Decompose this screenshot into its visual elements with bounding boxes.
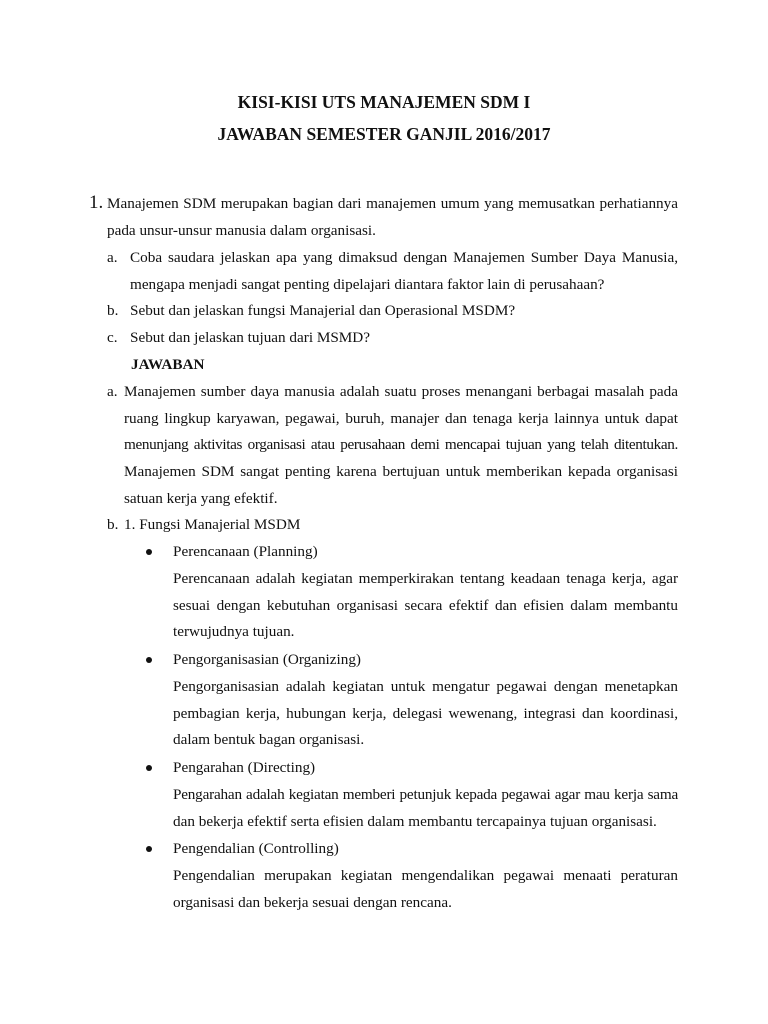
answer-text-line: Manajemen SDM sangat penting karena bertujuan untuk memberikan kepada organisasi — [124, 463, 678, 480]
function-description-line: pembagian kerja, hubungan kerja, delegasi wewenang, integrasi dan koordinasi, — [173, 705, 678, 722]
bullet-icon — [146, 657, 152, 663]
subquestion-text-line: Coba saudara jelaskan apa yang dimaksud dengan Manajemen Sumber Daya Manusia, — [130, 249, 678, 266]
subquestion-marker: a. — [107, 249, 118, 266]
answer-text-line: Manajemen sumber daya manusia adalah suatu proses menangani berbagai masalah pada — [124, 383, 678, 400]
function-description-line: Pengendalian merupakan kegiatan mengendalikan pegawai menaati peraturan — [173, 867, 678, 884]
answer-marker: a. — [107, 383, 118, 400]
subquestion-text-line: Sebut dan jelaskan fungsi Manajerial dan Operasional MSDM? — [130, 302, 516, 319]
subquestion-text-line: Sebut dan jelaskan tujuan dari MSMD? — [130, 329, 371, 346]
answer-text-line: menunjang aktivitas organisasi atau perusahaan demi mencapai tujuan yang telah ditentukan. — [124, 436, 678, 453]
answer-text-line: ruang lingkup karyawan, pegawai, buruh, manajer dan tenaga kerja lainnya untuk dapat — [124, 410, 678, 427]
question-text-line: Manajemen SDM merupakan bagian dari manajemen umum yang memusatkan perhatiannya — [107, 195, 678, 212]
function-title: Pengarahan (Directing) — [173, 759, 316, 776]
function-description-line: Pengorganisasian adalah kegiatan untuk mengatur pegawai dengan menetapkan — [173, 678, 678, 695]
answer-heading: JAWABAN — [131, 356, 205, 373]
function-description-line: Perencanaan adalah kegiatan memperkirakan tentang keadaan tenaga kerja, agar — [173, 570, 678, 587]
function-description-line: Pengarahan adalah kegiatan memberi petunjuk kepada pegawai agar mau kerja sama — [173, 786, 678, 803]
subquestion-marker: b. — [107, 302, 119, 319]
function-description-line: sesuai dengan kebutuhan organisasi secara efektif dan efisien dalam membantu — [173, 597, 678, 614]
function-description-line: dalam bentuk bagan organisasi. — [173, 731, 365, 748]
question-text-line: pada unsur-unsur manusia dalam organisasi. — [107, 222, 376, 239]
function-description-line: terwujudnya tujuan. — [173, 623, 295, 640]
answer-text-line: satuan kerja yang efektif. — [124, 490, 278, 507]
bullet-icon — [146, 549, 152, 555]
function-title: Pengendalian (Controlling) — [173, 840, 339, 857]
subquestion-text-line: mengapa menjadi sangat penting dipelajari diantara faktor lain di perusahaan? — [130, 276, 605, 293]
answer-subheading: 1. Fungsi Manajerial MSDM — [124, 516, 301, 533]
document-title: KISI-KISI UTS MANAJEMEN SDM I — [237, 92, 531, 112]
bullet-icon — [146, 765, 152, 771]
function-title: Perencanaan (Planning) — [173, 543, 318, 560]
function-description-line: dan bekerja efektif serta efisien dalam membantu tercapainya tujuan organisasi. — [173, 813, 657, 830]
question-number: 1. — [89, 192, 104, 213]
function-title: Pengorganisasian (Organizing) — [173, 651, 361, 668]
answer-marker: b. — [107, 516, 119, 533]
function-description-line: organisasi dan bekerja sesuai dengan rencana. — [173, 894, 452, 911]
document-subtitle: JAWABAN SEMESTER GANJIL 2016/2017 — [217, 124, 551, 144]
bullet-icon — [146, 846, 152, 852]
subquestion-marker: c. — [107, 329, 118, 346]
